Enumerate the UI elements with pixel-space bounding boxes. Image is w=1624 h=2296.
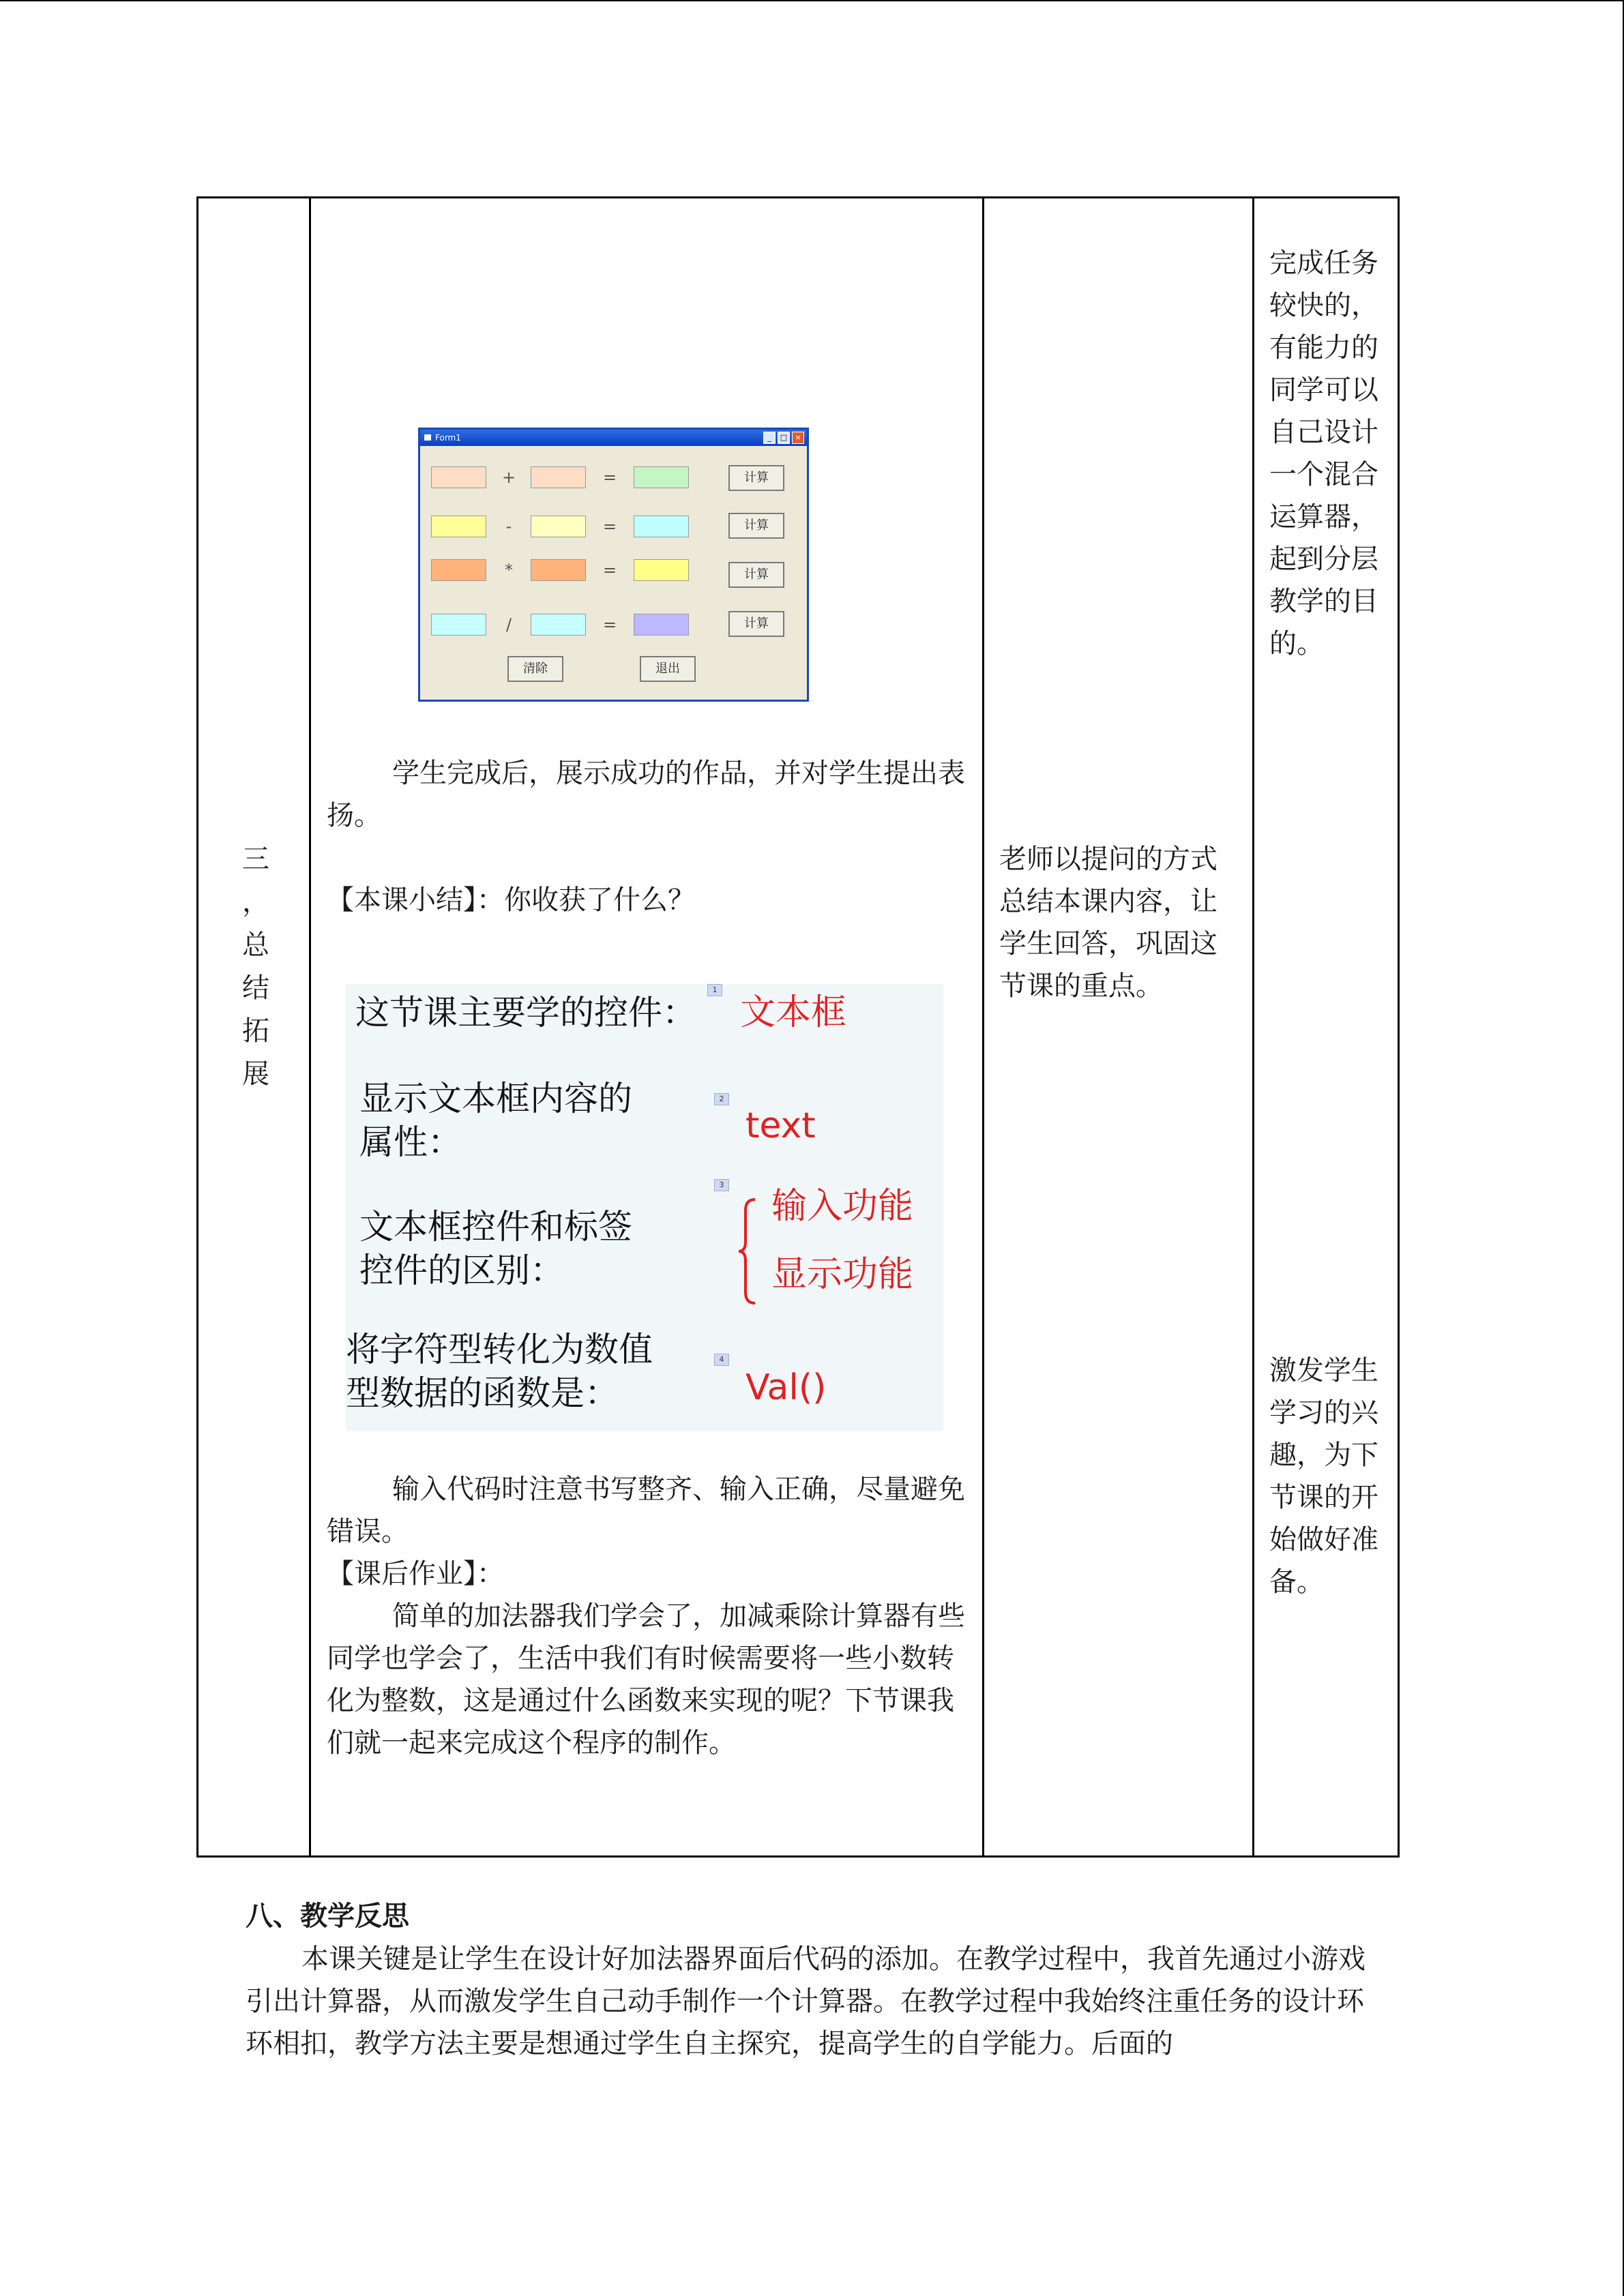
column-divider [309,198,311,1855]
form-title-bar [420,430,807,446]
lesson-table [196,196,1400,1858]
teacher-activity-text: 老师以提问的方式总结本课内容，让学生回答，巩固这节课的重点。 [999,844,1217,1002]
design-purpose-text: 完成任务较快的，有能力的同学可以自己设计一个混合运算器，起到分层教学的目的。 [1269,248,1378,659]
praise-paragraph: 学生完成后，展示成功的作品，并对学生提出表扬。 [327,758,965,831]
calculate-button: 计算 [728,562,784,588]
operator-label: - [505,517,512,536]
homework-paragraph: 简单的加法器我们学会了，加减乘除计算器有些同学也学会了，生活中我们有时候需要将一些小数转化为整数，这是通过什么函数来实现的呢？下节课我们就一起来完成这个程序的制作。 [327,1600,965,1759]
slide-question: 将字符型转化为数值 [346,1330,653,1369]
section-label-char: ， [242,886,269,918]
result-textbox [634,559,689,581]
calculator-form-screenshot [418,428,809,702]
close-icon: × [792,432,804,444]
code-tip-paragraph: 输入代码时注意书写整齐、输入正确，尽量避免错误。 [327,1474,965,1547]
slide-question: 控件的区别： [359,1251,564,1290]
operator-label: + [501,468,516,487]
slide-answer: 文本框 [740,992,847,1033]
column-divider [1252,198,1254,1855]
form-app-icon [424,434,431,441]
slide-answer: 输入功能 [771,1186,914,1227]
exit-button: 退出 [640,656,696,682]
section-label-char: 三 [242,844,269,875]
brace-icon [736,1197,761,1306]
slide-marker: 4 [714,1354,729,1366]
calculate-button: 计算 [728,611,784,637]
result-textbox [634,466,689,488]
homework-heading: 【课后作业】： [327,1558,504,1590]
operand-textbox [531,614,586,636]
operand-textbox [531,466,586,488]
clear-button: 清除 [507,656,563,682]
calculate-button: 计算 [728,513,784,539]
slide-question: 这节课主要学的控件： [355,993,696,1032]
operand-textbox [531,516,586,537]
slide-answer: Val() [745,1367,827,1408]
slide-marker: 3 [714,1179,729,1191]
operator-label: * [505,561,513,580]
minimize-icon: _ [763,432,776,444]
slide-marker: 2 [714,1093,729,1105]
slide-answer: text [745,1105,816,1146]
result-textbox [634,614,689,636]
section-label-char: 拓 [242,1015,269,1047]
operand-textbox [431,516,486,537]
slide-answer: 显示功能 [771,1254,914,1295]
reflection-heading: 八、教学反思 [246,1900,409,1932]
section-label-char: 展 [242,1058,269,1090]
operand-textbox [431,466,486,488]
equals-label: = [602,468,617,487]
operand-textbox [431,559,486,581]
result-textbox [634,516,689,537]
operand-textbox [531,559,586,581]
design-purpose-text: 激发学生学习的兴趣，为下节课的开始做好准备。 [1269,1355,1378,1598]
slide-marker: 1 [707,984,722,996]
summary-slide [346,984,943,1431]
form-title: Form1 [435,433,461,443]
equals-label: = [602,561,617,580]
slide-question: 显示文本框内容的 [359,1079,632,1118]
calculate-button: 计算 [728,465,784,491]
section-label-char: 总 [242,929,269,961]
column-divider [982,198,984,1855]
summary-heading: 【本课小结】：你收获了什么？ [327,884,695,916]
equals-label: = [602,615,617,634]
operand-textbox [431,614,486,636]
operator-label: / [505,615,512,634]
maximize-icon: □ [778,432,790,444]
slide-question: 文本框控件和标签 [359,1207,632,1247]
reflection-paragraph: 本课关键是让学生在设计好加法器界面后代码的添加。在教学过程中，我首先通过小游戏引出计算器，从而激发学生自己动手制作一个计算器。在教学过程中我始终注重任务的设计环环相扣，教学方法主要是想通过学生自主探究，提高学生的自学能力。后面的 [246,1943,1365,2059]
page-top-border [0,0,1624,1]
section-label-char: 结 [242,972,269,1004]
equals-label: = [602,517,617,536]
slide-question: 型数据的函数是： [346,1373,619,1413]
slide-question: 属性： [359,1122,462,1162]
